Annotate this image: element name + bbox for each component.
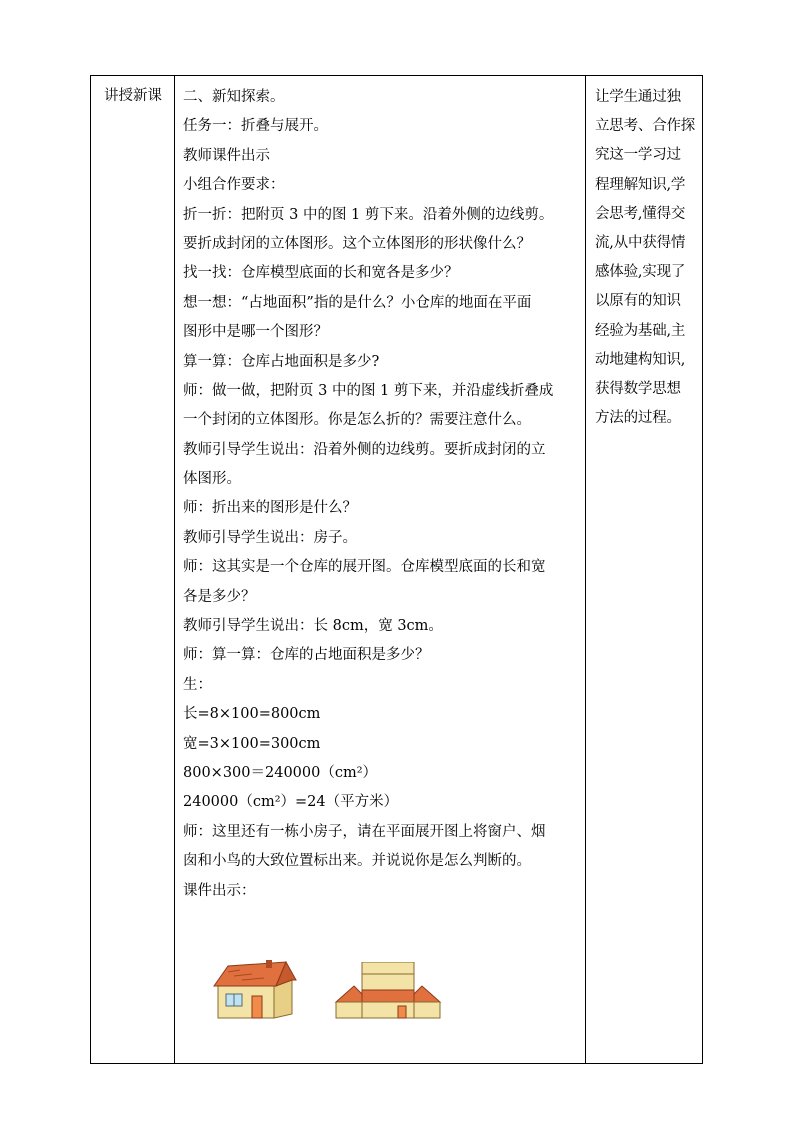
content-line: 课件出示：: [183, 882, 256, 899]
content-line: 800×300＝240000（cm²）: [183, 764, 378, 781]
note-line: 究这一学习过: [595, 147, 681, 164]
note-line: 让学生通过独: [595, 89, 681, 105]
note-line: 获得数学思想: [595, 380, 681, 397]
content-line: 宽=3×100=300cm: [183, 735, 321, 752]
content-line: 教师引导学生说出：房子。: [183, 529, 357, 546]
content-line: 师：算一算：仓库的占地面积是多少？: [183, 647, 430, 664]
content-line: 师：这其实是一个仓库的展开图。仓库模型底面的长和宽: [183, 559, 546, 576]
content-line: 图形中是哪一个图形？: [183, 324, 328, 341]
column-divider: [174, 76, 175, 1063]
content-line: 一个封闭的立体图形。你是怎么折的？需要注意什么。: [183, 412, 531, 429]
content-line: 240000（cm²）=24（平方米）: [183, 794, 399, 811]
content-line: 任务一：折叠与展开。: [183, 118, 328, 135]
content-line: 师：折出来的图形是什么？: [183, 500, 357, 517]
note-line: 立思考、合作探: [595, 118, 696, 135]
lesson-content: [183, 83, 583, 906]
content-line: 算一算：仓库占地面积是多少?: [183, 353, 380, 370]
design-notes: [595, 83, 699, 433]
note-line: 经验为基础,主: [595, 322, 686, 339]
content-line: 囱和小鸟的大致位置标出来。并说说你是怎么判断的。: [183, 853, 531, 870]
content-line: 生：: [183, 676, 212, 693]
content-line: 教师引导学生说出：长 8cm，宽 3cm。: [183, 618, 443, 635]
note-line: 方法的过程。: [595, 410, 681, 427]
note-line: 动地建构知识,: [595, 351, 686, 368]
note-line: 会思考,懂得交: [595, 205, 686, 222]
house-3d-illustration: [212, 958, 298, 1020]
content-line: 想一想：“占地面积”指的是什么？小仓库的地面在平面: [183, 294, 532, 311]
content-line: 师：做一做，把附页 3 中的图 1 剪下来，并沿虚线折叠成: [183, 382, 554, 399]
content-line: 师：这里还有一栋小房子，请在平面展开图上将窗户、烟: [183, 823, 546, 840]
section-label: 讲授新课: [104, 88, 162, 104]
column-divider: [585, 76, 586, 1063]
content-line: 各是多少？: [183, 588, 256, 605]
content-line: 找一找：仓库模型底面的长和宽各是多少？: [183, 265, 459, 282]
content-line: 教师课件出示: [183, 147, 270, 164]
content-line: 二、新知探索。: [183, 89, 285, 105]
content-line: 体图形。: [183, 471, 241, 488]
content-line: 教师引导学生说出：沿着外侧的边线剪。要折成封闭的立: [183, 441, 546, 458]
content-line: 小组合作要求：: [183, 177, 285, 194]
lesson-table: [90, 75, 703, 1064]
content-line: 要折成封闭的立体图形。这个立体图形的形状像什么？: [183, 235, 531, 252]
note-line: 流,从中获得情: [595, 234, 686, 251]
content-line: 长=8×100=800cm: [183, 706, 321, 723]
content-line: 折一折：把附页 3 中的图 1 剪下来。沿着外侧的边线剪。: [183, 206, 554, 223]
house-net-illustration: [334, 962, 444, 1020]
note-line: 感体验,实现了: [595, 264, 686, 281]
note-line: 以原有的知识: [595, 293, 681, 310]
note-line: 程理解知识,学: [595, 176, 686, 193]
